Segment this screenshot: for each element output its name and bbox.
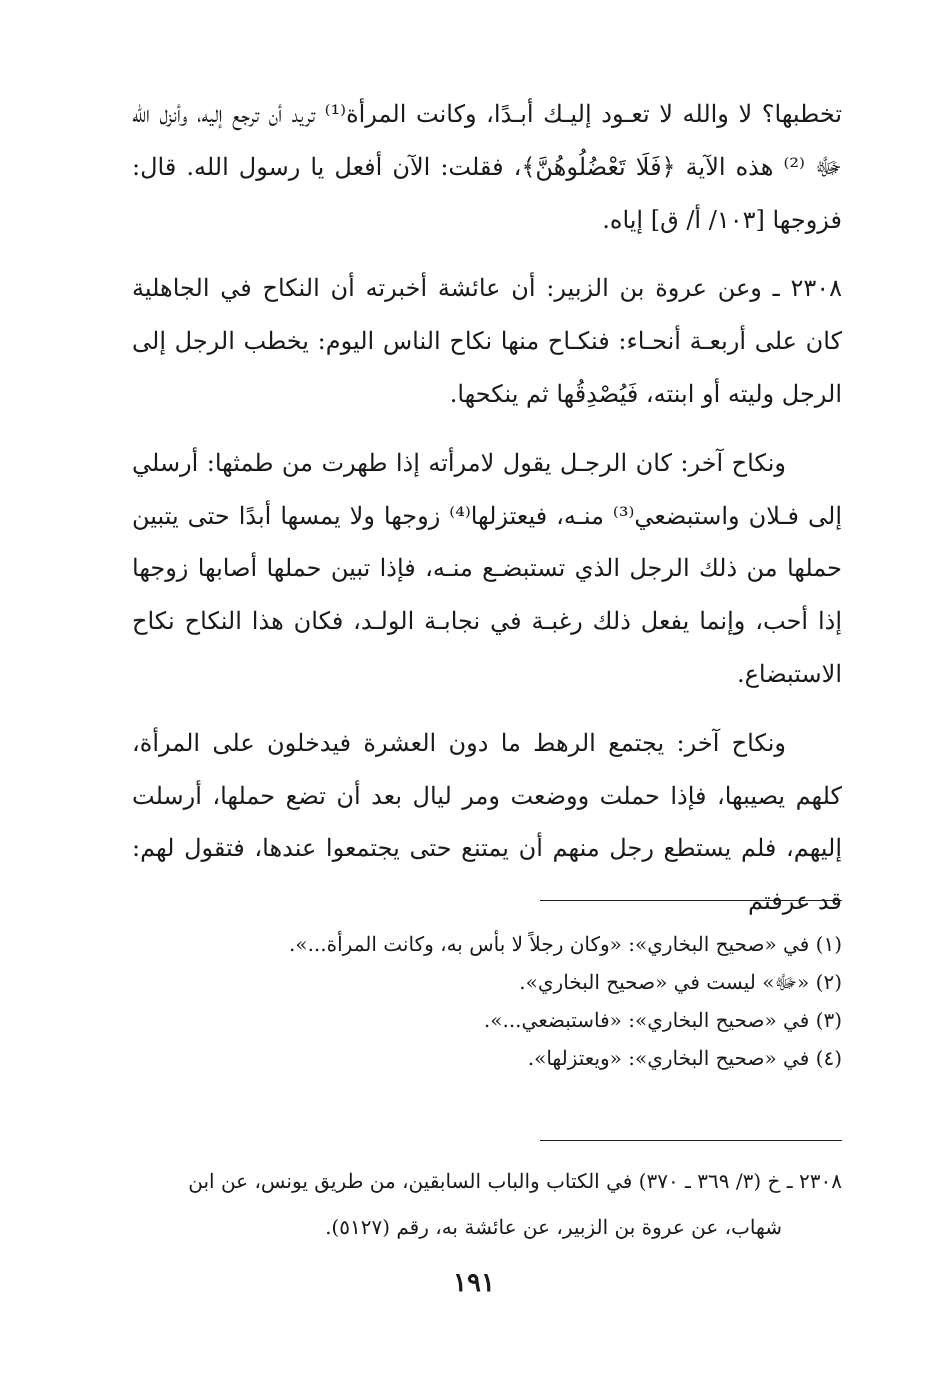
reference-note-line-1: ٢٣٠٨ ـ خ (٣/ ٣٦٩ ـ ٣٧٠) في الكتاب والباب السابقين، من طريق يونس، عن ابن [188,1169,842,1193]
paragraph-4: ونكاح آخر: يجتمع الرهط ما دون العشرة فيدخلون على المرأة، كلهم يصيبها، فإذا حملت ووضعت ومر ليال بعد أن تضع حملها، أرسلت إليهم، فلم يستطع رجل منهم أن يمتنع حتى يجتمعوا عندها، فتقول لهم: قد عرفتم [132,728,842,916]
reference-divider [540,1140,842,1141]
paragraph-hadith-2308: ٢٣٠٨ ـ وعن عروة بن الزبير: أن عائشة أخبرته أن النكاح في الجاهلية كان على أربعـة أنحـاء: فنكـاح منها نكاح الناس اليوم: يخطب الرجل إلى الرجل وليته أو ابنته، فَيُصْدِقُها ثم ينكحها. [132,274,842,408]
page-number: ١٩١ [453,1268,495,1298]
footnote-3: (٣) في «صحيح البخاري»: «فاستبضعي...». [483,1008,842,1032]
reference-note [132,1158,842,1250]
footnote-4: (٤) في «صحيح البخاري»: «ويعتزلها». [527,1046,842,1070]
paragraph-1: تخطبها؟ لا والله لا تعـود إليـك أبـدًا، وكانت المرأة⁽¹⁾ تريد أن ترجع إليه، وأنزل الله ﷻ ⁽²⁾ هذه الآية ﴿فَلَا تَعْضُلُوهُنَّ﴾، فقلت: الآن أفعل يا رسول الله. قال: فزوجها [١٠٣/ أ/ ق] إياه. [132,100,843,234]
reference-note-line-2: شهاب، عن عروة بن الزبير، عن عائشة به، رقم (٥١٢٧). [325,1215,782,1239]
footnote-divider [540,900,842,901]
main-text [132,88,842,928]
footnote-1: (١) في «صحيح البخاري»: «وكان رجلاً لا بأس به، وكانت المرأة...». [288,932,842,956]
footnote-2: (٢) «ﷻ» ليست في «صحيح البخاري». [519,970,842,994]
paragraph-3: ونكاح آخر: كان الرجـل يقول لامرأته إذا طهرت من طمثها: أرسلي إلى فـلان واستبضعي⁽³⁾ منـه، فيعتزلها⁽⁴⁾ زوجها ولا يمسها أبدًا حتى يتبين حملها من ذلك الرجل الذي تستبضـع منـه، فإذا تبين حملها أصابها زوجها إذا أحب، وإنما يفعل ذلك رغبـة في نجابـة الولـد، فكان هذا النكاح نكاح الاستبضاع. [132,448,842,688]
footnotes [132,925,842,1077]
